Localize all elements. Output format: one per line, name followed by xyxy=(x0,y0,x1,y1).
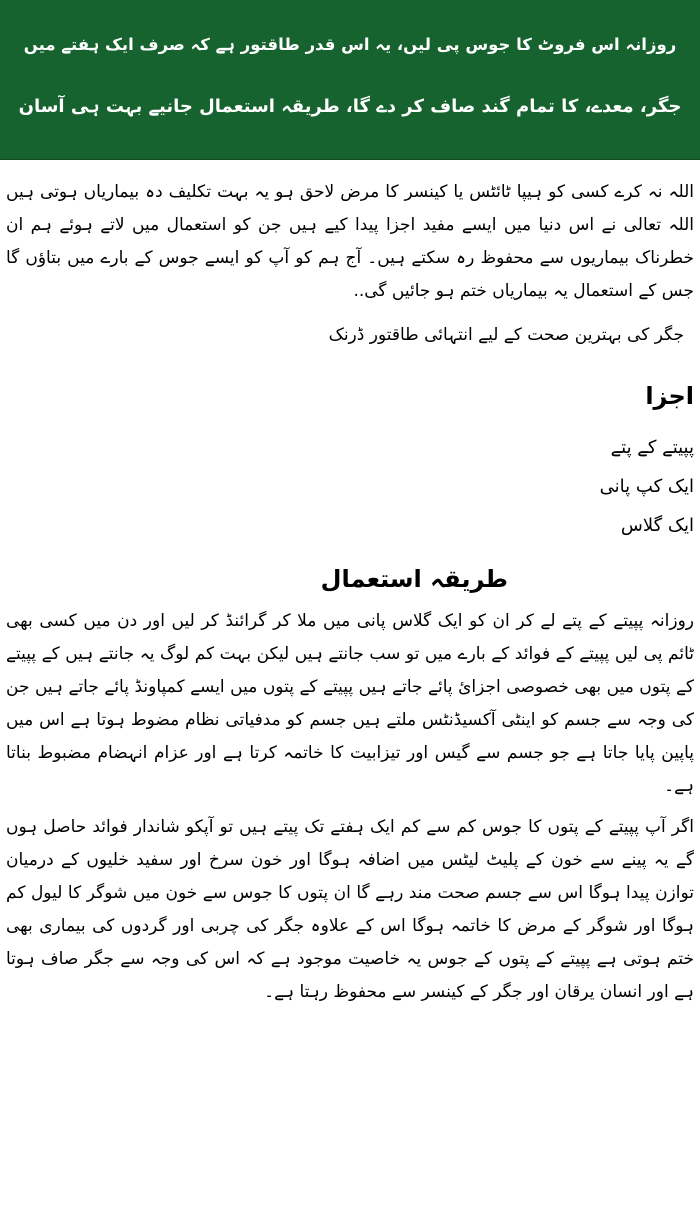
method-heading: طریقہ استعمال xyxy=(320,565,508,593)
ingredient-item: ایک گلاس xyxy=(620,515,694,536)
method-paragraph-1: روزانہ پپیتے کے پتے لے کر ان کو ایک گلاس پانی میں ملا کر گرائنڈ کر لیں اور دن میں کسی بھی ٹائم پی لیں پپیتے کے فوائد کے بارے میں تو سب جانتے ہیں لیکن بہت کم لوگ یہ جانتے ہیں کے پپیتے کے پتوں میں بھی خصوصی اجزائ پائے جاتے ہیں پپیتے کے پتوں میں ایسے کمپاونڈ پائے جاتے ہیں جن کی وجہ سے جسم کو اینٹی آکسیڈنٹس ملتے ہیں جسم کو مدفیاتی نظام مضوط ہوتا ہے اس میں پاپین پایا جاتا ہے جو جسم سے گیس اور تیزابیت کا خاتمہ کرتا ہے اور عزام انہضام مضبوط بناتا ہے۔ xyxy=(6,611,694,796)
article-body xyxy=(0,176,700,1009)
intro-paragraph: اللہ نہ کرے کسی کو ہیپا ٹائٹس یا کینسر کا مرض لاحق ہو یہ بہت تکلیف دہ بیماریاں ہوتی ہیں اللہ تعالی نے اس دنیا میں ایسے مفید اجزا پیدا کیے ہیں جن کو استعمال میں لاتے ہوئے ہم ان خطرناک بیماریوں سے محفوظ رہ سکتے ہیں۔ آج ہم کو آپ کو ایسے جوس کے بارے میں بتاؤں گا جس کے استعمال یہ بیماریاں ختم ہو جائیں گی.. xyxy=(6,182,694,301)
subheading: جگر کی بہترین صحت کے لیے انتہائی طاقتور ڈرنک xyxy=(328,325,684,345)
ingredients-heading: اجزا xyxy=(645,382,694,410)
ingredient-item: پپیتے کے پتے xyxy=(610,437,694,458)
ingredient-item: ایک کپ پانی xyxy=(599,476,694,497)
ingredients-list xyxy=(6,428,694,545)
headline-line-2: جگر، معدے، کا تمام گند صاف کر دے گا، طریقہ استعمال جانیے بہت ہی آسان xyxy=(18,96,682,117)
headline-banner xyxy=(0,0,700,160)
method-paragraph-2: اگر آپ پپیتے کے پتوں کا جوس کم سے کم ایک ہفتے تک پیتے ہیں تو آپکو شاندار فوائد حاصل ہوں گے یہ پینے سے خون کے پلیٹ لیٹس میں اضافہ ہوگا اور خون سرخ اور سفید خلیوں کے درمیان توازن پیدا ہوگا اس سے جسم صحت مند رہے گا ان پتوں کا جوس سے خون میں شوگر کا لیول کم ہوگا اور شوگر کے مرض کا خاتمہ ہوگا اس کے علاوہ جگر کی چربی اور گردوں کی بیماری بھی ختم ہوتی ہے پپیتے کے پتوں کے جوس یہ خاصیت موجود ہے کہ اس کی وجہ سے جگر صاف ہوتا ہے اور انسان یرقان اور جگر کے کینسر سے محفوظ رہتا ہے۔ xyxy=(6,817,694,1002)
headline-line-1: روزانہ اس فروٹ کا جوس پی لیں، یہ اس قدر طاقتور ہے کہ صرف ایک ہفتے میں xyxy=(23,35,677,54)
